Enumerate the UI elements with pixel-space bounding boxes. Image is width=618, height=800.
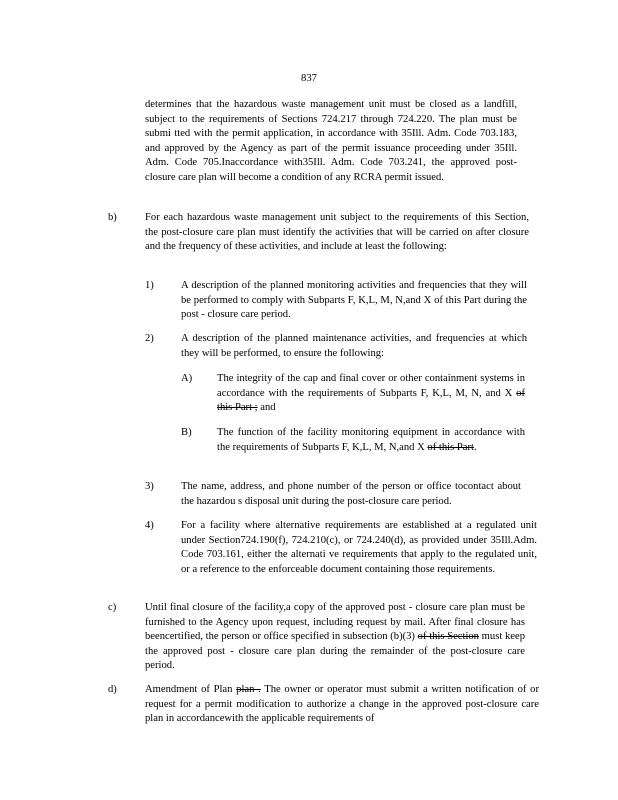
section-b-label: b)	[108, 212, 117, 223]
subitem-a-after: and	[257, 402, 276, 414]
item-1-label: 1)	[145, 280, 154, 291]
subitem-a-text	[217, 372, 525, 416]
section-b-text: For each hazardous waste management unit subject to the requirements of this Section, the post-closure care plan must identify the activities that will be carried on after closure and the frequency of these activities, and include at least the following:	[145, 212, 529, 253]
subitem-b-struck: of this Part	[427, 441, 474, 453]
subitem-b-body: The function of the facility monitoring equipment in accordance with the requirements of Subparts F, K,L, M, N,and X	[217, 427, 525, 453]
section-c-body: Until final closure of the facility,a copy of the approved post - closure care plan must be furnished to the Agency upon request, including request by mail. After final closure has beencertified, the person or office specified in subsection (b)(3)	[145, 602, 525, 643]
section-c-text	[145, 601, 525, 674]
item-4-text: For a facility where alternative requirements are established at a regulated unit under Section724.190(f), 724.210(c), or 724.240(d), as provided under 35Ill.Adm. Code 703.161, either the alternati ve requirements that apply to the regulated unit, or a reference to the enforceable document containing those requirements.	[181, 520, 537, 575]
section-d-struck: plan .	[236, 684, 261, 695]
item-4-label: 4)	[145, 520, 154, 531]
subitem-b-after: .	[473, 441, 477, 453]
subitem-b-label: B)	[181, 427, 192, 438]
item-3-text: The name, address, and phone number of the person or office tocontact about the hazardou s disposal unit during the post-closure care period.	[181, 481, 521, 507]
section-c-after: must keep the approved post - closure care plan during the remainder of the post-closure care period.	[145, 631, 525, 672]
section-d-text	[145, 683, 539, 727]
item-3-label: 3)	[145, 481, 154, 492]
subitem-b-text	[217, 426, 525, 455]
section-c-struck: of this Section	[417, 631, 479, 643]
section-d-title: Amendment of Plan	[145, 684, 233, 695]
page-number: 837	[301, 73, 317, 84]
section-d-label: d)	[108, 684, 117, 695]
item-2-text: A description of the planned maintenance activities, and frequencies at which they will be performed, to ensure the following:	[181, 333, 527, 359]
item-2-label: 2)	[145, 333, 154, 344]
subitem-a-struck: of this Part ;	[217, 387, 525, 414]
subitem-a-body: The integrity of the cap and final cover or other containment systems in accordance with the requirements of Subparts F, K,L, M, N, and X	[217, 373, 525, 399]
subitem-a-label: A)	[181, 373, 193, 384]
item-1-text: A description of the planned monitoring activities and frequencies that they will be performed to comply with Subparts F, K,L, M, N,and X of this Part during the post - closure care period.	[181, 280, 527, 321]
section-c-label: c)	[108, 602, 117, 613]
intro-paragraph: determines that the hazardous waste management unit must be closed as a landfill, subject to the requirements of Sections 724.217 through 724.220. The plan must be submi tted with the permit application, in accordance with 35Ill. Adm. Code 703.183, and approved by the Agency as part of the permit issuance proceeding under 35Ill. Adm. Code 705.Inaccordance with35Ill. Adm. Code 703.241, the approved post-closure care plan will become a condition of any RCRA permit issued.	[145, 99, 517, 183]
section-d-body: The owner or operator must submit a written notification of or request for a permit modification to authorize a change in the approved post-closure care plan in accordancewith the applicable requirements of	[145, 684, 539, 725]
